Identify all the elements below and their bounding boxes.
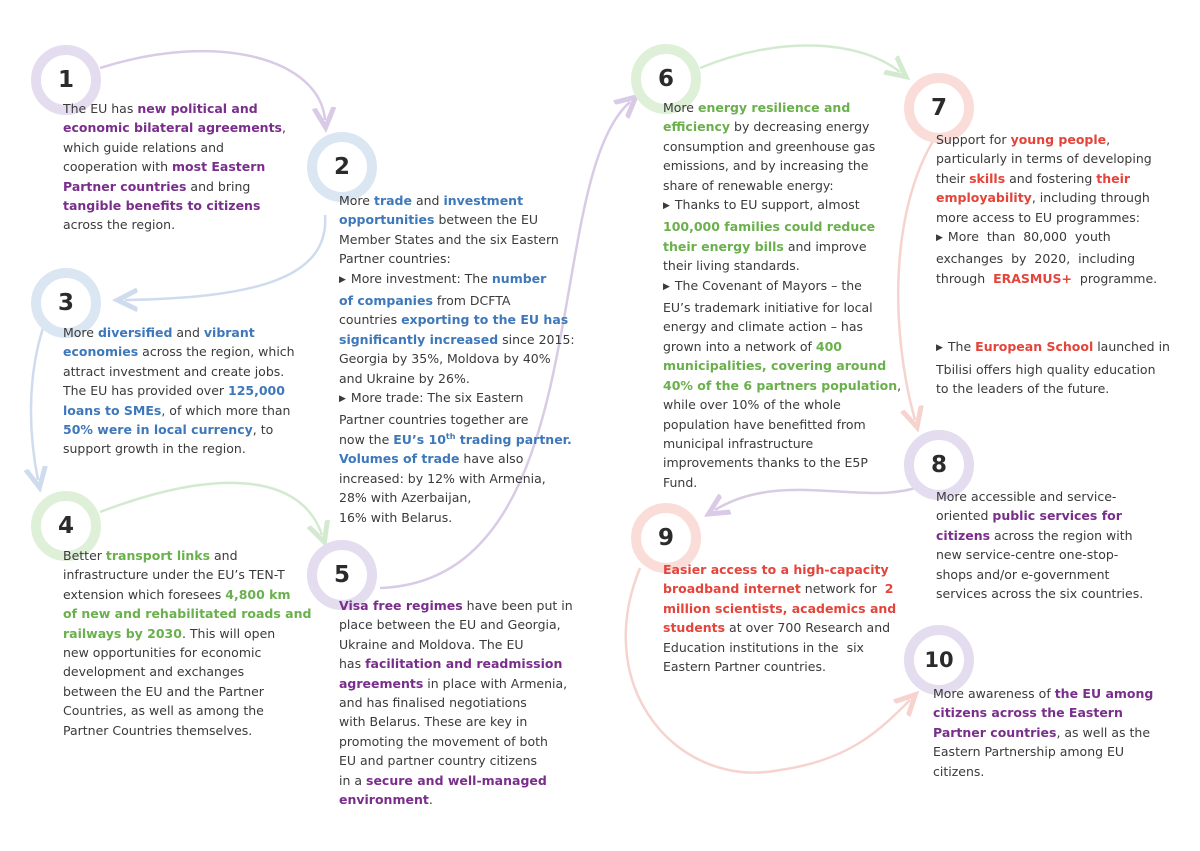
step-1-number: 1 [57,67,74,93]
step-3-number: 3 [57,290,74,316]
step-10-number: 10 [924,648,954,672]
step-9-number: 9 [657,525,674,551]
step-3-text: More diversified and vibrant economies across the region, which attract investment and create jobs. The EU has provided over 125,000 loans to SMEs, of which more than 50% were in local currency, to support growth in the region. [63,325,295,457]
arrow-6-to-7 [700,46,900,72]
step-6-number: 6 [657,66,674,92]
step-6-text: More energy resilience and efficiency by decreasing energy consumption and greenhouse gas emissions, and by increasing the share of renewable energy: ▶ Thanks to EU support, almost 100,000 families could reduce their energy bills and improve their living standards. ▶ The Covenant of Mayors – the EU’s trademark initiative for local energy and climate action – has grown into a network of 400 municipalities, covering around 40% of the 6 partners population, while over 10% of the whole population have benefitted from municipal infrastructure improvements thanks to the E5P Fund. [663,100,902,490]
step-8-text: More accessible and service- oriented public services for citizens across the region with new service-centre one-stop- shops and/or e-government services across the six countries. [936,489,1144,602]
step-2-text: More trade and investment opportunities between the EU Member States and the six Eastern Partner countries: ▶ More investment: The number of companies from DCFTA countries exporting to the EU has significantly increased since 2015: Georgia by 35%, Moldova by 40% and Ukraine by 26%. ▶ More trade: The six Eastern Partner countries together are now the EU’s 10th trading partner. Volumes of trade have also increased: by 12% with Armenia, 28% with Azerbaijan, 16% with Belarus. [339,193,575,525]
step-5-text: Visa free regimes have been put in place between the EU and Georgia, Ukraine and Moldova. The EU has facilitation and readmission agreements in place with Armenia, and has finalised negotiations with Belarus. These are key in promoting the movement of both EU and partner country citizens in a secure and well-managed environment. [339,598,573,808]
step-10-text: More awareness of the EU among citizens across the Eastern Partner countries, as well as the Eastern Partnership among EU citizens. [933,686,1154,779]
arrow-3-to-4 [31,322,45,480]
step-7-number: 7 [930,95,947,121]
step-1-text: The EU has new political and economic bilateral agreements, which guide relations and cooperation with most Eastern Partner countries and bring tangible benefits to citizens across the region. [63,101,286,233]
step-9-text: Easier access to a high-capacity broadband internet network for 2 million scientists, academics and students at over 700 Research and Education institutions in the six Eastern Partner countries. [663,562,897,675]
arrow-4-to-5 [100,483,322,535]
step-4-text: Better transport links and infrastructure under the EU’s TEN-T extension which foresees 4,800 km of new and rehabilitated roads and railways by 2030. This will open new opportunities for economic development and exchanges between the EU and the Partner Countries, as well as among the Partner Countries themselves. [63,548,312,738]
step-4-number: 4 [57,513,74,539]
step-7-text: Support for young people, particularly in terms of developing their skills and fostering their employability, including through more access to EU programmes: ▶ More than 80,000 youth exchanges by 2020, including through ERASMUS+ programme. ▶ The European School launched in Tbilisi offers high quality education to the leaders of the future. [936,132,1170,397]
step-8-number: 8 [930,452,947,478]
step-2-number: 2 [333,154,350,180]
step-5-number: 5 [333,562,350,588]
